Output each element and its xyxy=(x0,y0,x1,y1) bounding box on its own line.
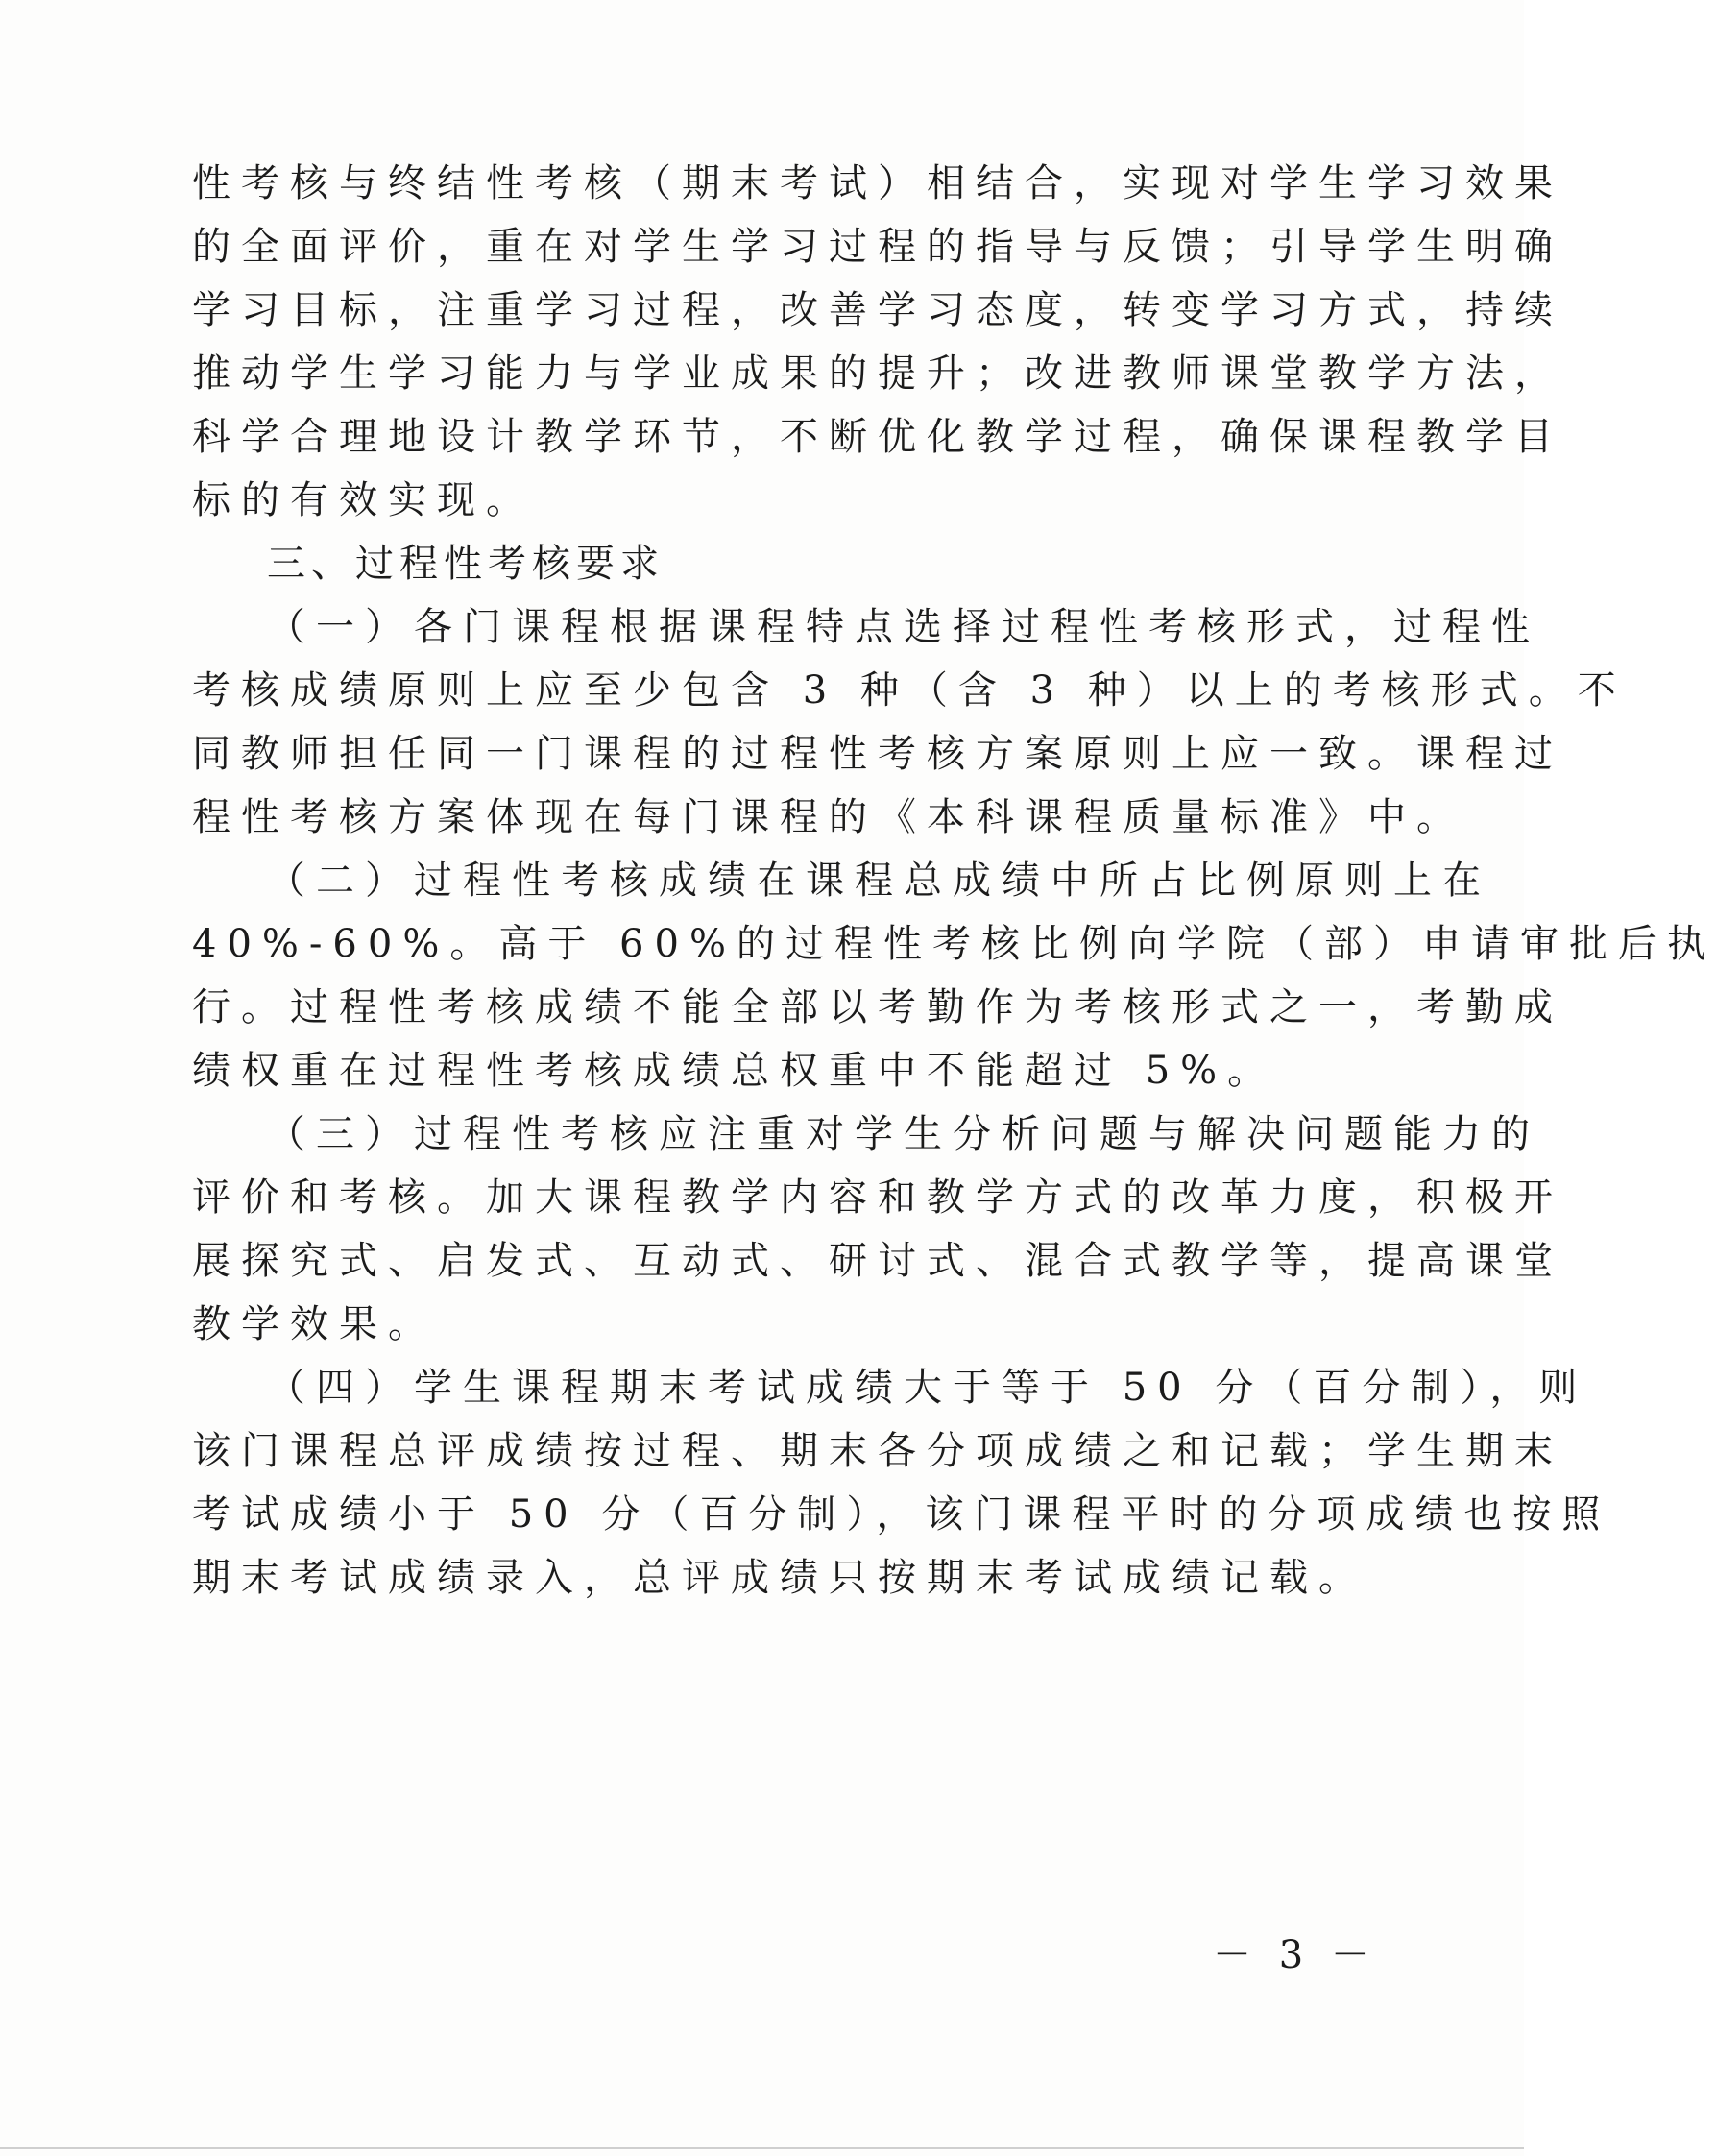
body-text-line: 同教师担任同一门课程的过程性考核方案原则上应一致。课程过 xyxy=(192,732,1563,776)
body-text-line: 考核成绩原则上应至少包含 3 种（含 3 种）以上的考核形式。不 xyxy=(192,668,1627,713)
body-text-line: 科学合理地设计教学环节，不断优化教学过程，确保课程教学目 xyxy=(192,415,1563,459)
body-text-line: 考试成绩小于 50 分（百分制），该门课程平时的分项成绩也按照 xyxy=(192,1492,1611,1537)
body-text-line: 推动学生学习能力与学业成果的提升；改进教师课堂教学方法， xyxy=(192,351,1563,396)
page-number: － 3 － xyxy=(1213,1933,1377,1977)
body-text-line: 该门课程总评成绩按过程、期末各分项成绩之和记载；学生期末 xyxy=(192,1429,1563,1473)
body-text-line: 性考核与终结性考核（期末考试）相结合，实现对学生学习效果 xyxy=(192,161,1563,206)
body-text-line: 程性考核方案体现在每门课程的《本科课程质量标准》中。 xyxy=(192,795,1465,839)
body-text-line: 的全面评价，重在对学生学习过程的指导与反馈；引导学生明确 xyxy=(192,225,1563,269)
body-text-line: （四）学生课程期末考试成绩大于等于 50 分（百分制），则 xyxy=(267,1366,1588,1410)
body-text-line: （二）过程性考核成绩在课程总成绩中所占比例原则上在 xyxy=(267,859,1491,903)
body-text-line: （三）过程性考核应注重对学生分析问题与解决问题能力的 xyxy=(267,1112,1540,1156)
body-text-line: 学习目标，注重学习过程，改善学习态度，转变学习方式，持续 xyxy=(192,288,1563,332)
body-text-line: 绩权重在过程性考核成绩总权重中不能超过 5%。 xyxy=(192,1049,1277,1093)
body-text-line: （一）各门课程根据课程特点选择过程性考核形式，过程性 xyxy=(267,605,1540,649)
body-text-line: 行。过程性考核成绩不能全部以考勤作为考核形式之一，考勤成 xyxy=(192,985,1563,1030)
body-text-line: 标的有效实现。 xyxy=(192,478,535,522)
body-text-line: 40%-60%。高于 60%的过程性考核比例向学院（部）申请审批后执 xyxy=(192,922,1716,966)
body-text-line: 评价和考核。加大课程教学内容和教学方式的改革力度，积极开 xyxy=(192,1175,1563,1220)
scan-edge-divider xyxy=(0,2147,1524,2149)
body-text-line: 期末考试成绩录入，总评成绩只按期末考试成绩记载。 xyxy=(192,1556,1367,1600)
section-heading: 三、过程性考核要求 xyxy=(267,542,665,586)
body-text-line: 教学效果。 xyxy=(192,1302,437,1346)
body-text-line: 展探究式、启发式、互动式、研讨式、混合式教学等，提高课堂 xyxy=(192,1239,1563,1283)
